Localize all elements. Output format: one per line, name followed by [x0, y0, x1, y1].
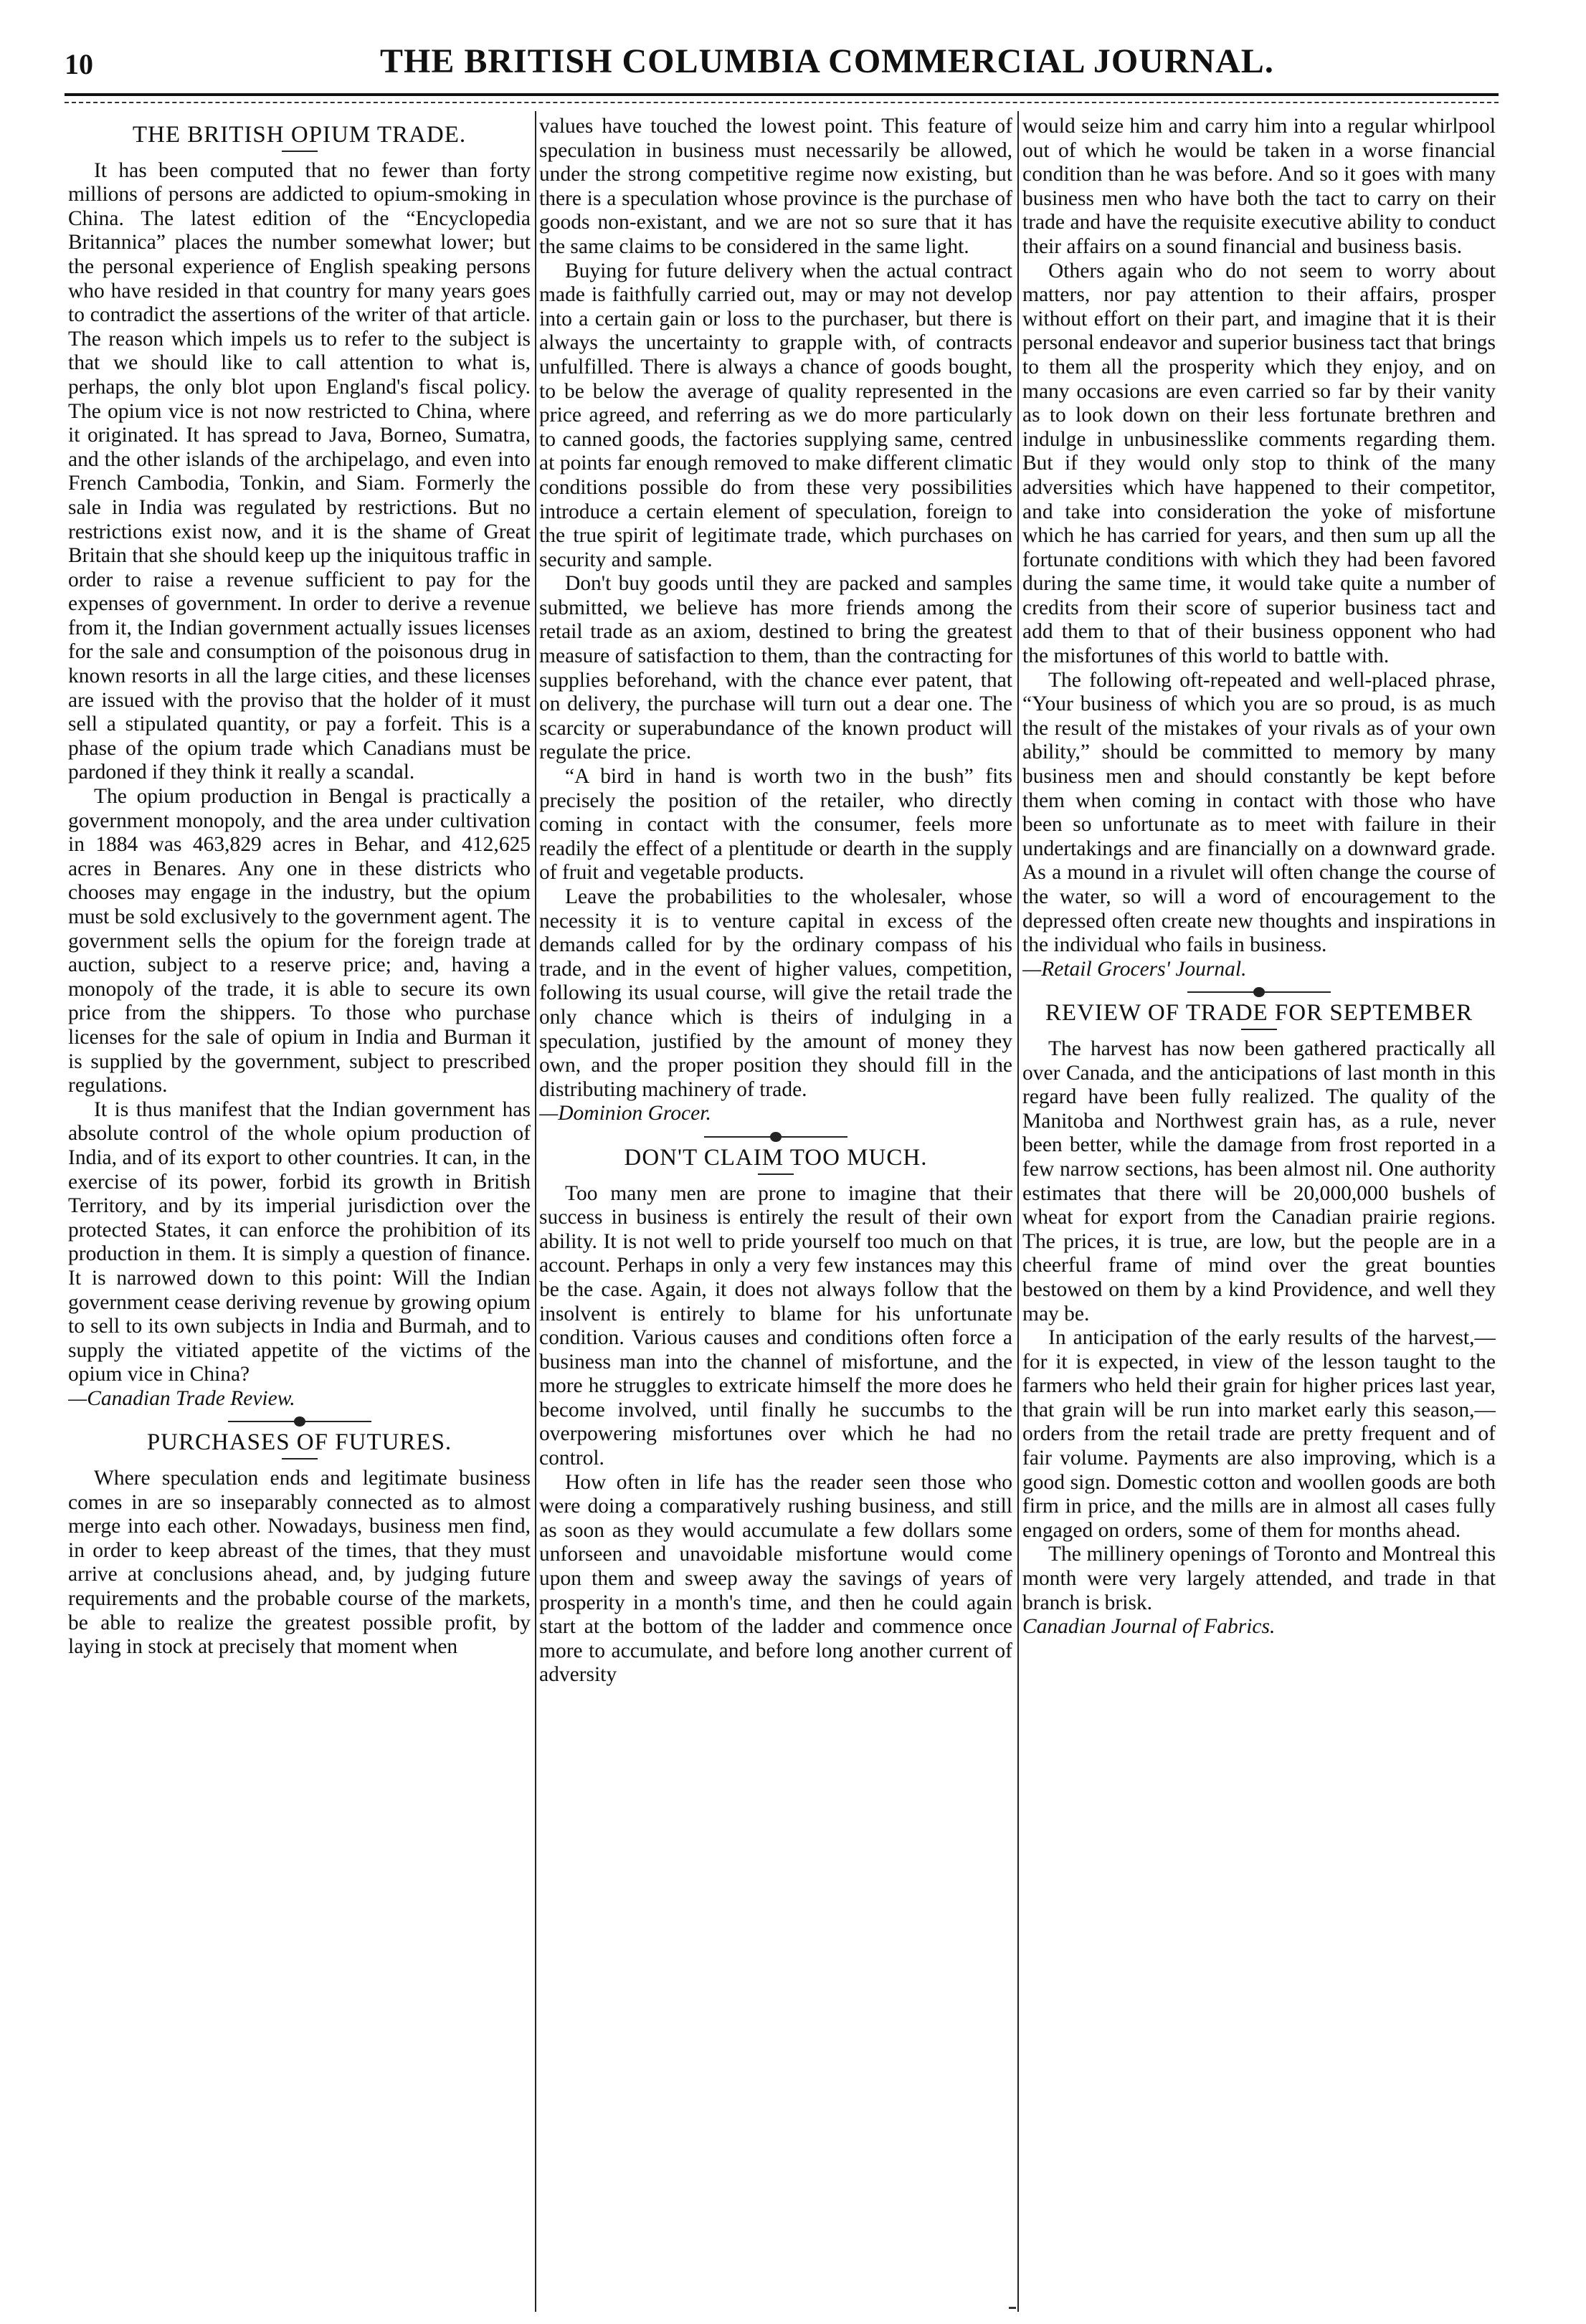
- paragraph: Buying for future delivery when the actual contract made is faithfully carried out, may or may not develop into a certain gain or loss to the purchaser, but there is always the uncertainty to grapple with, of contracts unfulfilled. There is always a chance of goods bought, to be below the average of quality represented in the price agreed, and referring as we do more particularly to canned goods, the factories supplying same, centred at points far enough removed to make different climatic conditions possible do from these very possibilities introduce a certain element of speculation, foreign to the true spirit of legitimate trade, which purchases on security and sample.: [539, 259, 1012, 571]
- header-rule: [65, 93, 1499, 96]
- journal-title: THE BRITISH COLUMBIA COMMERCIAL JOURNAL.: [380, 42, 1274, 80]
- column-divider: [1017, 111, 1019, 2312]
- article-source: —Canadian Trade Review.: [68, 1386, 295, 1410]
- title-underline: [1241, 1029, 1277, 1030]
- article-title: PURCHASES OF FUTURES.: [146, 1429, 452, 1456]
- paragraph: The following oft-repeated and well-placed phrase, “Your business of which you are so proud, is as much the result of the mistakes of your rivals as of your own ability,” should be committed to memory by many business men and should constantly be kept before them when coming in contact with those who have been so unfortunate as to meet with failure in their undertakings and are financially on a downward grade. As a mound in a rivulet will often change the course of the water, so will a word of encouragement to the depressed often create new thoughts and inspirations in the individual who fails in business.: [1022, 668, 1496, 957]
- paragraph: The opium production in Bengal is practically a government monopoly, and the area under cultivation in 1884 was 463,829 acres in Behar, and 412,625 acres in Benares. Any one in these districts who chooses may engage in the industry, but the opium must be sold exclusively to the government agent. The government sells the opium for the foreign trade at auction, subject to a reserve price; and, having a monopoly of the trade, it is able to secure its own price from the shippers. To those who purchase licenses for the sale of opium in India and Burman it is supplied by the government, subject to prescribed regulations.: [68, 785, 531, 1097]
- paragraph: Others again who do not seem to worry about matters, nor pay attention to their affairs, prosper without effort on their part, and imagine that it is their personal endeavor and superior business tact that brings to them all the prosperity which they enjoy, and on many occasions are even carried so far by their vanity as to look down on their less fortunate brethren and indulge in unbusinesslike comments regarding them. But if they would only stop to think of the many adversities which have happened to their competitor, and take into consideration the yoke of misfortune which he has carried for years, and then sum up all the fortunate conditions with which they had been favored during the same time, it would take quite a number of credits from their score of superior business tact and add them to that of their business opponent who had the misfortunes of this world to battle with.: [1022, 259, 1496, 668]
- paragraph: “A bird in hand is worth two in the bush” fits precisely the position of the retailer, who directly coming in contact with the consumer, feels more readily the effect of a plentitude or dearth in the supply of fruit and vegetable products.: [539, 765, 1012, 885]
- column-divider: [535, 111, 536, 2312]
- column-2: [539, 115, 1012, 2308]
- header-dashed-rule: [65, 102, 1499, 103]
- title-underline: [282, 151, 318, 152]
- separator-ornament-icon: [1253, 987, 1265, 997]
- paragraph: In anticipation of the early results of the harvest,—for it is expected, in view of the lesson taught to the farmers who held their grain for higher prices last year, that grain will be run into market early this season,—orders from the retail trade are pretty frequent and of fair volume. Payments are also improving, which is a good sign. Domestic cotton and woollen goods are both firm in price, and the mills are in almost all cases fully engaged on orders, some of them for months ahead.: [1022, 1326, 1496, 1542]
- article-source: —Dominion Grocer.: [539, 1102, 711, 1125]
- article-source: —Retail Grocers' Journal.: [1022, 957, 1247, 981]
- article-title: DON'T CLAIM TOO MUCH.: [624, 1144, 928, 1171]
- article-source: Canadian Journal of Fabrics.: [1022, 1615, 1276, 1639]
- paragraph: Too many men are prone to imagine that their success in business is entirely the result of their own ability. It is not well to pride yourself too much on that account. Perhaps in only a very few instances may this be the case. Again, it does not always follow that the insolvent is entirely to blame for his unfortunate condition. Various causes and conditions often force a business man into the channel of misfortune, and the more he struggles to extricate himself the more does he become involved, until finally he succumbs to the overpowering misfortunes over which he had no control.: [539, 1181, 1012, 1470]
- paragraph: It is thus manifest that the Indian government has absolute control of the whole opium production of India, and of its export to other countries. It can, in the exercise of its power, forbid its growth in British Territory, and by its imperial jurisdiction over the protected States, it can enforce the prohibition of its production in them. It is simply a question of finance. It is narrowed down to this point: Will the Indian government cease deriving revenue by growing opium to sell to its own subjects in India and Burmah, and to supply the vitiated appetite of the victims of the opium vice in China?: [68, 1097, 531, 1386]
- paragraph: Where speculation ends and legitimate business comes in are so inseparably connected as to almost merge into each other. Nowadays, business men find, in order to keep abreast of the times, that they must arrive at conclusions ahead, and, by judging future requirements and the probable course of the markets, be able to realize the greatest possible profit, by laying in stock at precisely that moment when: [68, 1467, 531, 1659]
- paragraph: The harvest has now been gathered practically all over Canada, and the anticipations of last month in this regard have been fully realized. The quality of the Manitoba and Northwest grain has, as a rule, never been better, while the damage from frost reported in a few narrow sections, has been almost nil. One authority estimates that there will be 20,000,000 bushels of wheat for export from the Canadian prairie regions. The prices, it is true, are low, but the people are in a cheerful frame of mind over the great bounties bestowed on them by a kind Providence, and well they may be.: [1022, 1037, 1496, 1325]
- page-header: [65, 42, 1491, 92]
- title-underline: [282, 1458, 318, 1459]
- page-mark: [1009, 2307, 1016, 2309]
- title-underline: [758, 1173, 794, 1175]
- column-1: [68, 115, 531, 2308]
- separator-ornament-icon: [770, 1132, 782, 1142]
- paragraph: would seize him and carry him into a regular whirlpool out of which he would be taken in a worse financial condition than he was before. And so it goes with many business men who have both the tact to carry on their trade and have the requisite executive ability to conduct their affairs on a sound financial and business basis.: [1022, 115, 1496, 258]
- paragraph: It has been computed that no fewer than forty millions of persons are addicted to opium-smoking in China. The latest edition of the “Encyclopedia Britannica” places the number somewhat lower; but the personal experience of English speaking persons who have resided in that country for many years goes to contradict the assertions of the writer of that article. The reason which impels us to refer to the subject is that we should like to call attention to what is, perhaps, the only blot upon England's fiscal policy. The opium vice is not now restricted to China, where it originated. It has spread to Java, Borneo, Sumatra, and the other islands of the archipelago, and even into French Cambodia, Tonkin, and Siam. Formerly the sale in India was regulated by restrictions. But no restrictions exist now, and it is the shame of Great Britain that she should keep up the iniquitous traffic in order to raise a revenue sufficient to pay for the expenses of government. In order to derive a revenue from it, the Indian government actually issues licenses for the sale and consumption of the poisonous drug in known resorts in all the large cities, and these licenses are issued with the proviso that the holder of it must sell a stipulated quantity, or pay a forfeit. This is a phase of the opium trade which Canadians must be pardoned if they think it really a scandal.: [68, 158, 531, 784]
- paragraph: Don't buy goods until they are packed and samples submitted, we believe has more friends among the retail trade as an axiom, destined to bring the greatest measure of satisfaction to them, than the contracting for supplies beforehand, with the chance ever patent, that on delivery, the purchase will turn out a dear one. The scarcity or superabundance of the known product will regulate the price.: [539, 572, 1012, 764]
- separator-ornament-icon: [294, 1416, 305, 1427]
- column-3: [1022, 115, 1496, 2308]
- paragraph: How often in life has the reader seen those who were doing a comparatively rushing business, and still as soon as they would accumulate a few dollars some unforseen and unavoidable misfortune would come upon them and sweep away the savings of years of prosperity in a month's time, and then he could again start at the bottom of the ladder and commence once more to accumulate, and before long another current of adversity: [539, 1470, 1012, 1687]
- article-separator: [704, 1136, 847, 1138]
- article-separator: [228, 1421, 371, 1422]
- paragraph: values have touched the lowest point. This feature of speculation in business must necessarily be allowed, under the strong competitive regime now existing, but there is a speculation whose province is the purchase of goods non-existant, and we are not so sure that it has the same claims to be considered in the same light.: [539, 115, 1012, 258]
- article-separator: [1187, 991, 1331, 993]
- article-title: REVIEW OF TRADE FOR SEPTEMBER: [1045, 1000, 1473, 1027]
- page-number: 10: [65, 48, 93, 80]
- paragraph: Leave the probabilities to the wholesaler, whose necessity it is to venture capital in excess of the demands called for by the ordinary compass of his trade, and in the event of higher values, competition, following its usual course, will give the retail trade the only chance which is theirs of indulging in a speculation, justified by the amount of money they own, and the proper position they should fill in the distributing machinery of trade.: [539, 885, 1012, 1101]
- paragraph: The millinery openings of Toronto and Montreal this month were very largely attended, and trade in that branch is brisk.: [1022, 1543, 1496, 1614]
- article-title: THE BRITISH OPIUM TRADE.: [132, 122, 467, 148]
